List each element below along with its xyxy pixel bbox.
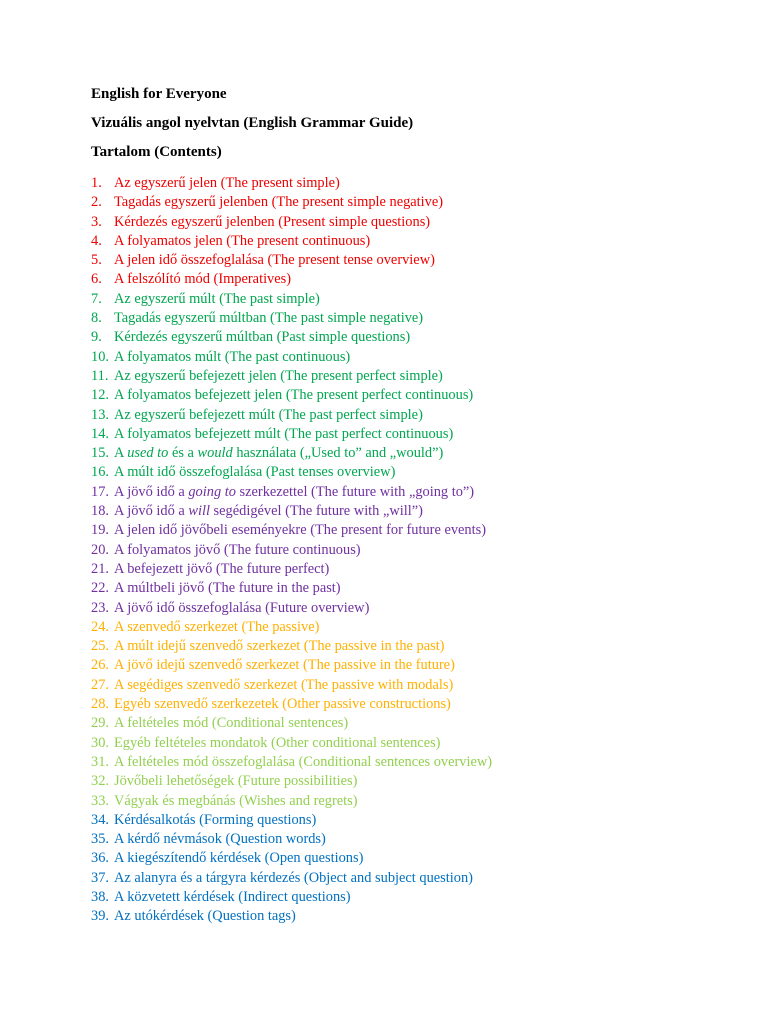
toc-entry-title xyxy=(114,175,340,191)
toc-entry-title xyxy=(114,503,423,519)
toc-entry-text: Tagadás egyszerű jelenben (The present simple negative) xyxy=(114,194,444,211)
document-subtitle: Vizuális angol nyelvtan (English Grammar Guide) xyxy=(91,115,414,131)
toc-entry-text: Az egyszerű jelen (The present simple) xyxy=(114,175,340,191)
toc-entry-text: A segédiges szenvedő szerkezet (The passive with modals) xyxy=(114,676,454,693)
toc-entry-title xyxy=(114,715,348,731)
toc-entry xyxy=(91,425,751,444)
toc-entry-text: A folyamatos múlt (The past continuous) xyxy=(114,348,351,365)
toc-entry-number: 33. xyxy=(91,792,109,809)
toc-entry-text: Kérdésalkotás (Forming questions) xyxy=(114,811,317,828)
toc-entry-number: 5. xyxy=(91,252,102,269)
toc-entry-text: Kérdezés egyszerű jelenben (Present simple questions) xyxy=(114,213,431,230)
toc-entry-title xyxy=(114,561,329,577)
toc-entry-title xyxy=(114,580,341,596)
toc-entry xyxy=(91,270,751,289)
toc-entry-text: A jövő idő összefoglalása (Future overview) xyxy=(114,599,370,616)
toc-entry-number: 9. xyxy=(91,329,102,346)
toc-entry-title xyxy=(114,735,440,751)
toc-entry-number: 27. xyxy=(91,676,109,693)
toc-entry-number: 16. xyxy=(91,464,109,481)
toc-entry-title xyxy=(114,522,486,538)
toc-entry-text: A kiegészítendő kérdések (Open questions) xyxy=(114,850,364,867)
toc-entry-number: 35. xyxy=(91,831,109,848)
toc-entry-title xyxy=(114,638,444,654)
toc-entry xyxy=(91,406,751,425)
toc-entry-title xyxy=(114,889,351,905)
toc-entry xyxy=(91,734,751,753)
toc-entry-number: 23. xyxy=(91,599,109,616)
toc-entry-number: 19. xyxy=(91,522,109,539)
toc-entry-text: használata („Used to” and „would”) xyxy=(232,445,444,462)
toc-entry-number: 34. xyxy=(91,811,109,828)
toc-entry xyxy=(91,193,751,212)
contents-heading: Tartalom (Contents) xyxy=(91,144,222,160)
toc-entry-title xyxy=(114,194,443,210)
toc-entry-number: 13. xyxy=(91,406,109,423)
toc-entry-text: A jelen idő jövőbeli eseményekre (The present for future events) xyxy=(114,522,487,539)
toc-entry-title xyxy=(114,329,410,345)
toc-entry-title xyxy=(114,291,320,307)
toc-entry-text: szerkezettel (The future with „going to”) xyxy=(235,483,475,500)
toc-entry-text: A jövő idő a xyxy=(114,483,189,500)
toc-entry-number: 12. xyxy=(91,387,109,404)
toc-entry-number: 38. xyxy=(91,888,109,905)
toc-entry-number: 31. xyxy=(91,753,109,770)
toc-entry-title xyxy=(114,426,453,442)
toc-entry-text: A kérdő névmások (Question words) xyxy=(114,831,326,848)
toc-entry-number: 24. xyxy=(91,618,109,635)
toc-entry-text: Jövőbeli lehetőségek (Future possibilities) xyxy=(114,773,358,790)
toc-entry-title xyxy=(114,600,369,616)
toc-entry-title xyxy=(114,657,455,673)
toc-entry xyxy=(91,888,751,907)
toc-entry xyxy=(91,348,751,367)
toc-entry-text: A jövő idejű szenvedő szerkezet (The passive in the future) xyxy=(114,657,455,674)
toc-entry-number: 11. xyxy=(91,367,109,384)
toc-entry-title xyxy=(114,233,370,249)
toc-entry xyxy=(91,772,751,791)
toc-entry-number: 14. xyxy=(91,425,109,442)
toc-entry-number: 15. xyxy=(91,445,109,462)
toc-entry-number: 36. xyxy=(91,850,109,867)
toc-entry-title xyxy=(114,850,363,866)
toc-entry-text: A folyamatos befejezett múlt (The past perfect continuous) xyxy=(114,425,454,442)
toc-entry-title xyxy=(114,271,291,287)
toc-entry-number: 26. xyxy=(91,657,109,674)
toc-entry-number: 25. xyxy=(91,638,109,655)
toc-entry xyxy=(91,174,751,193)
toc-entry-text: A xyxy=(114,445,128,462)
document-page xyxy=(91,84,751,927)
toc-entry-number: 17. xyxy=(91,483,109,500)
toc-entry-text: A jelen idő összefoglalása (The present tense overview) xyxy=(114,252,435,269)
toc-entry-text: A szenvedő szerkezet (The passive) xyxy=(114,618,320,635)
toc-entry-number: 7. xyxy=(91,290,102,307)
toc-entry-text: A folyamatos jövő (The future continuous) xyxy=(114,541,361,558)
toc-entry-number: 39. xyxy=(91,908,109,925)
toc-entry-text: A múltbeli jövő (The future in the past) xyxy=(114,580,341,597)
toc-entry-text: Az egyszerű befejezett jelen (The present perfect simple) xyxy=(114,367,443,384)
toc-entry-italic-term: will xyxy=(188,503,210,520)
toc-entry-text: A feltételes mód összefoglalása (Conditional sentences overview) xyxy=(114,753,493,770)
toc-entry-title xyxy=(114,310,423,326)
toc-entry-number: 6. xyxy=(91,271,102,288)
toc-entry-text: A folyamatos befejezett jelen (The present perfect continuous) xyxy=(114,387,474,404)
toc-entry-number: 2. xyxy=(91,194,102,211)
toc-entry-title xyxy=(114,407,423,423)
toc-entry-number: 21. xyxy=(91,560,109,577)
toc-entry xyxy=(91,753,751,772)
toc-entry xyxy=(91,444,751,463)
toc-entry-text: Tagadás egyszerű múltban (The past simple negative) xyxy=(114,310,424,327)
toc-entry-number: 1. xyxy=(91,175,102,191)
toc-entry xyxy=(91,309,751,328)
toc-entry xyxy=(91,386,751,405)
toc-entry xyxy=(91,907,751,926)
toc-entry xyxy=(91,811,751,830)
toc-entry-title xyxy=(114,542,361,558)
toc-entry-number: 4. xyxy=(91,232,102,249)
toc-entry xyxy=(91,483,751,502)
toc-entry-text: Vágyak és megbánás (Wishes and regrets) xyxy=(114,792,358,809)
toc-entry-title xyxy=(114,214,430,230)
toc-entry xyxy=(91,695,751,714)
toc-entry-title xyxy=(114,812,316,828)
toc-entry-title xyxy=(114,773,357,789)
toc-entry xyxy=(91,830,751,849)
toc-entry xyxy=(91,618,751,637)
table-of-contents xyxy=(91,174,751,927)
toc-entry xyxy=(91,502,751,521)
toc-entry-number: 28. xyxy=(91,696,109,713)
toc-entry xyxy=(91,849,751,868)
toc-entry xyxy=(91,579,751,598)
toc-entry xyxy=(91,328,751,347)
toc-entry-text: A közvetett kérdések (Indirect questions) xyxy=(114,888,351,905)
toc-entry xyxy=(91,656,751,675)
toc-entry-text: Kérdezés egyszerű múltban (Past simple questions) xyxy=(114,329,411,346)
toc-entry-text: Az alanyra és a tárgyra kérdezés (Object and subject question) xyxy=(114,869,473,886)
toc-entry-text: Egyéb szenvedő szerkezetek (Other passive constructions) xyxy=(114,696,451,713)
toc-entry xyxy=(91,463,751,482)
toc-entry xyxy=(91,521,751,540)
toc-entry xyxy=(91,599,751,618)
toc-entry-title xyxy=(114,908,296,924)
toc-entry-text: segédigével (The future with „will”) xyxy=(209,503,423,520)
toc-entry-text: A feltételes mód (Conditional sentences) xyxy=(114,715,349,732)
toc-entry-title xyxy=(114,484,474,500)
toc-entry xyxy=(91,541,751,560)
toc-entry-text: A jövő idő a xyxy=(114,503,189,520)
toc-entry-number: 18. xyxy=(91,503,109,520)
toc-entry-number: 29. xyxy=(91,715,109,732)
toc-entry-text: Az egyszerű múlt (The past simple) xyxy=(114,290,320,307)
toc-entry-title xyxy=(114,754,492,770)
toc-entry-text: A múlt idejű szenvedő szerkezet (The passive in the past) xyxy=(114,638,445,655)
toc-entry-title xyxy=(114,368,443,384)
toc-entry xyxy=(91,367,751,386)
toc-entry-italic-term: used to xyxy=(127,445,169,462)
toc-entry-text: A felszólító mód (Imperatives) xyxy=(114,271,292,288)
toc-entry xyxy=(91,232,751,251)
toc-entry-text: Egyéb feltételes mondatok (Other conditional sentences) xyxy=(114,734,441,751)
toc-entry-title xyxy=(114,619,319,635)
toc-entry-text: és a xyxy=(168,445,198,462)
toc-entry-title xyxy=(114,387,473,403)
toc-entry-title xyxy=(114,445,443,461)
toc-entry-text: Az egyszerű befejezett múlt (The past perfect simple) xyxy=(114,406,423,423)
toc-entry-italic-term: would xyxy=(197,445,233,462)
toc-entry-number: 20. xyxy=(91,541,109,558)
toc-entry-title xyxy=(114,349,350,365)
toc-entry-title xyxy=(114,677,453,693)
toc-entry xyxy=(91,290,751,309)
toc-entry-title xyxy=(114,252,435,268)
toc-entry-title xyxy=(114,831,326,847)
toc-entry-number: 37. xyxy=(91,869,109,886)
toc-entry xyxy=(91,676,751,695)
toc-entry-number: 22. xyxy=(91,580,109,597)
toc-entry-title xyxy=(114,696,451,712)
toc-entry-italic-term: going to xyxy=(188,483,236,500)
toc-entry xyxy=(91,637,751,656)
toc-entry-text: A folyamatos jelen (The present continuous) xyxy=(114,232,371,249)
toc-entry xyxy=(91,869,751,888)
toc-entry-number: 32. xyxy=(91,773,109,790)
toc-entry xyxy=(91,251,751,270)
toc-entry-title xyxy=(114,793,358,809)
toc-entry xyxy=(91,714,751,733)
toc-entry-title xyxy=(114,870,473,886)
toc-entry-number: 10. xyxy=(91,348,109,365)
toc-entry-title xyxy=(114,464,395,480)
toc-entry-number: 30. xyxy=(91,734,109,751)
toc-entry-text: A múlt idő összefoglalása (Past tenses overview) xyxy=(114,464,396,481)
toc-entry-number: 8. xyxy=(91,310,102,327)
document-title: English for Everyone xyxy=(91,86,227,102)
toc-entry-text: Az utókérdések (Question tags) xyxy=(114,908,296,925)
toc-entry xyxy=(91,792,751,811)
toc-entry-number: 3. xyxy=(91,213,102,230)
toc-entry xyxy=(91,560,751,579)
toc-entry-text: A befejezett jövő (The future perfect) xyxy=(114,560,330,577)
toc-entry xyxy=(91,213,751,232)
